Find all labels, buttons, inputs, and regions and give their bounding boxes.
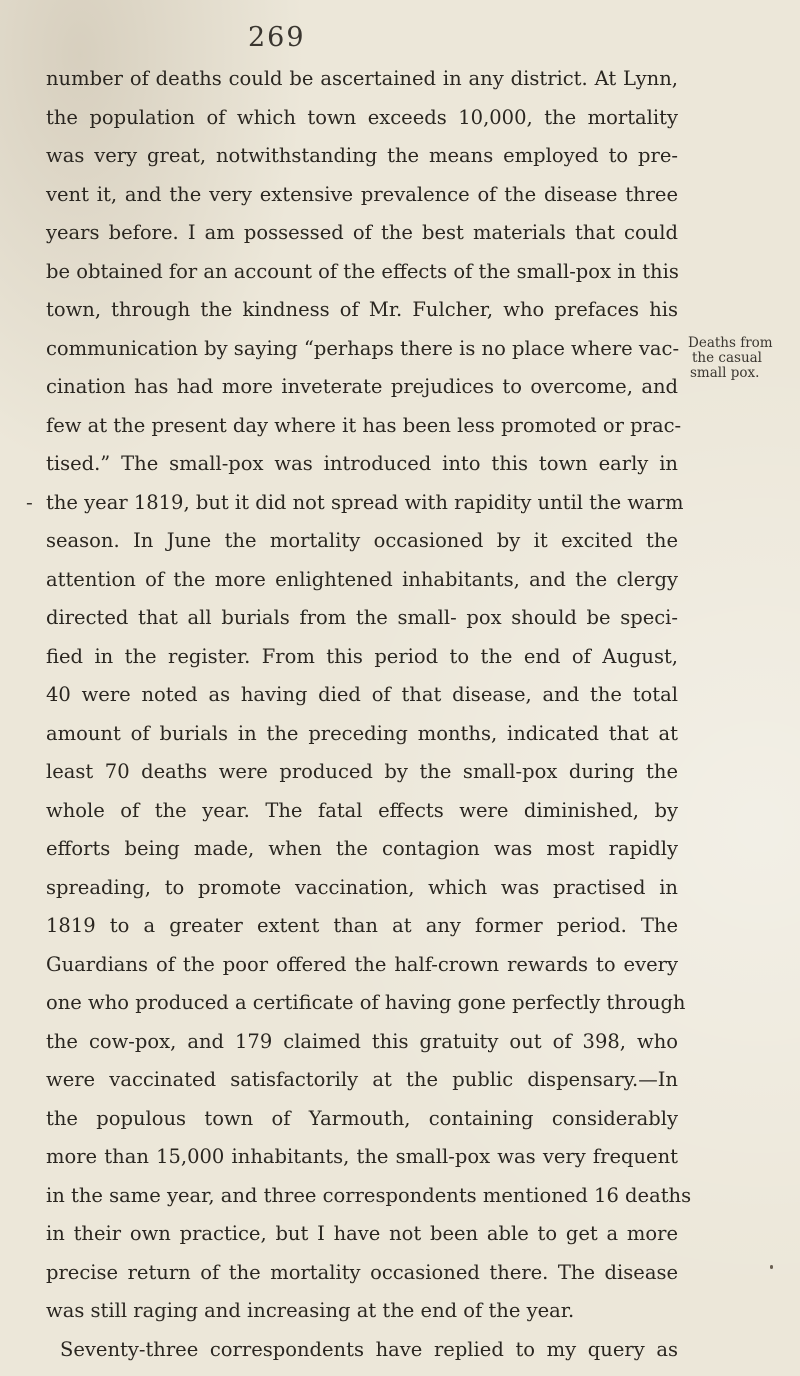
text-line: cination has had more inveterate prejudices to overcome, and — [46, 375, 678, 398]
text-line: fied in the register. From this period to the end of August, — [46, 644, 678, 668]
text-line: season. In June the mortality occasioned by it excited the — [46, 529, 678, 552]
text-line: Guardians of the poor offered the half-crown rewards to every — [46, 952, 678, 976]
text-line: more than 15,000 inhabitants, the small-pox was very frequent — [46, 1145, 678, 1168]
text-line: least 70 deaths were produced by the small-pox during the — [46, 760, 678, 783]
text-line: efforts being made, when the contagion was most rapidly — [46, 837, 678, 860]
margin-note-line: Deaths from — [688, 335, 773, 351]
text-line: town, through the kindness of Mr. Fulcher, who prefaces his — [46, 298, 678, 321]
text-line: communication by saying “perhaps there is no place where vac- — [46, 336, 680, 360]
text-line: spreading, to promote vaccination, which was practised in — [46, 875, 678, 899]
text-line: one who produced a certificate of having gone perfectly through — [46, 991, 686, 1014]
body-text — [46, 60, 692, 1369]
margin-note-line: the casual — [692, 350, 762, 366]
text-line: the year 1819, but it did not spread with rapidity until the warm — [46, 490, 684, 514]
text-line: the population of which town exceeds 10,000, the mortality — [46, 105, 678, 129]
margin-note — [688, 336, 798, 381]
text-line: was very great, notwithstanding the means employed to pre- — [46, 144, 678, 167]
text-line: years before. I am possessed of the best materials that could — [46, 221, 678, 244]
text-line: 1819 to a greater extent than at any former period. The — [46, 914, 678, 937]
text-line: few at the present day where it has been less promoted or prac- — [46, 413, 682, 437]
text-line: the cow-pox, and 179 claimed this gratuity out of 398, who — [46, 1029, 678, 1053]
text-line: precise return of the mortality occasioned there. The disease — [46, 1260, 678, 1284]
text-line: was still raging and increasing at the end of the year. — [46, 1299, 575, 1322]
text-line: be obtained for an account of the effects of the small-pox in this — [46, 259, 679, 283]
text-line: directed that all burials from the small- pox should be speci- — [46, 606, 678, 629]
text-line: tised.” The small-pox was introduced into this town early in — [46, 452, 678, 475]
paper-speck — [770, 1265, 773, 1269]
text-line: in their own practice, but I have not been able to get a more — [46, 1222, 678, 1245]
text-line: attention of the more enlightened inhabitants, and the clergy — [46, 567, 678, 591]
text-line: number of deaths could be ascertained in any district. At Lynn, — [46, 67, 678, 90]
text-line: 40 were noted as having died of that disease, and the total — [46, 683, 678, 706]
text-line: the populous town of Yarmouth, containing considerably — [46, 1106, 678, 1130]
text-line: Seventy-three correspondents have replied to my query as — [60, 1337, 678, 1361]
margin-mark: - — [26, 490, 33, 514]
page-number: 269 — [248, 22, 306, 53]
text-line: vent it, and the very extensive prevalence of the disease three — [46, 182, 678, 206]
text-line: in the same year, and three correspondents mentioned 16 deaths — [46, 1183, 692, 1207]
text-line: whole of the year. The fatal effects were diminished, by — [46, 798, 678, 822]
text-line: amount of burials in the preceding months, indicated that at — [46, 721, 678, 745]
margin-note-line: small pox. — [690, 365, 760, 381]
text-line: were vaccinated satisfactorily at the public dispensary.—In — [46, 1068, 678, 1091]
